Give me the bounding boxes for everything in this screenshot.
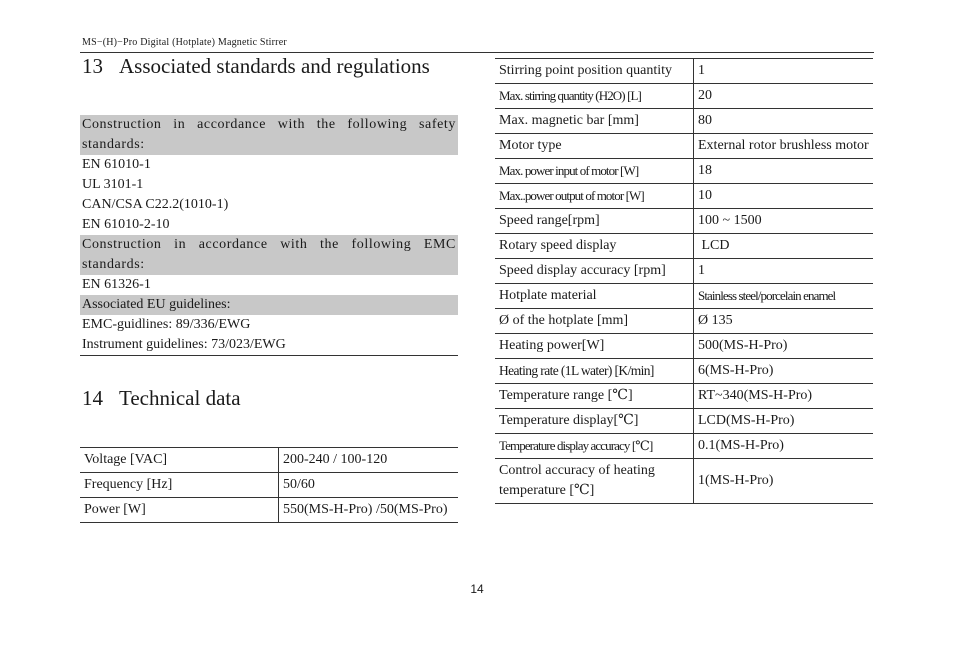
spec-label: Temperature range [℃] xyxy=(495,384,694,409)
spec-label: Speed range[rpm] xyxy=(495,209,694,234)
spec-value: 6(MS-H-Pro) xyxy=(694,359,874,384)
spec-value: 10 xyxy=(694,184,874,209)
table-row xyxy=(495,184,873,209)
table-row xyxy=(495,134,873,159)
standards-bottom-rule xyxy=(80,355,458,356)
table-row xyxy=(80,473,458,498)
spec-value: Ø 135 xyxy=(694,309,874,334)
spec-label: Voltage [VAC] xyxy=(80,448,279,473)
standards-list xyxy=(80,115,458,356)
table-row xyxy=(80,498,458,523)
spec-label: Hotplate material xyxy=(495,284,694,309)
section-14-heading xyxy=(82,386,241,411)
standard-item: EN 61326-1 xyxy=(82,277,151,292)
table-row xyxy=(495,259,873,284)
table-row xyxy=(495,159,873,184)
section-13-title: Associated standards and regulations xyxy=(119,54,430,78)
emc-standards-heading: Construction in accordance with the following EMC standards: xyxy=(80,235,458,275)
standard-item: EN 61010-1 xyxy=(82,157,151,172)
table-row xyxy=(495,234,873,259)
spec-value: 0.1(MS-H-Pro) xyxy=(694,434,874,459)
standard-item: CAN/CSA C22.2(1010-1) xyxy=(82,197,229,212)
section-13-heading xyxy=(82,54,430,79)
table-row xyxy=(495,334,873,359)
technical-data-table-right xyxy=(495,58,873,504)
spec-value: 50/60 xyxy=(279,473,459,498)
spec-label: Speed display accuracy [rpm] xyxy=(495,259,694,284)
spec-label: Heating rate (1L water) [K/min] xyxy=(495,359,694,384)
standard-item: EN 61010-2-10 xyxy=(82,217,170,232)
spec-value: 80 xyxy=(694,109,874,134)
table-row xyxy=(495,359,873,384)
page-number: 14 xyxy=(470,582,484,596)
spec-label: Max..power output of motor [W] xyxy=(495,184,694,209)
spec-value: 1 xyxy=(694,59,874,84)
spec-value: 200-240 / 100-120 xyxy=(279,448,459,473)
guideline-item: EMC-guidlines: 89/336/EWG xyxy=(82,317,251,332)
spec-label: Power [W] xyxy=(80,498,279,523)
spec-label: Control accuracy of heating temperature [℃] xyxy=(495,459,694,504)
running-header: MS−(H)−Pro Digital (Hotplate) Magnetic Stirrer xyxy=(82,37,287,48)
spec-value: 1(MS-H-Pro) xyxy=(694,459,874,504)
spec-value: LCD xyxy=(694,234,874,259)
table-row xyxy=(495,459,873,504)
section-14-title: Technical data xyxy=(119,386,241,410)
spec-value: Stainless steel/porcelain enamel xyxy=(694,284,874,309)
table-row xyxy=(80,448,458,473)
spec-label: Max. magnetic bar [mm] xyxy=(495,109,694,134)
spec-label: Heating power[W] xyxy=(495,334,694,359)
eu-guidelines-heading: Associated EU guidelines: xyxy=(80,295,458,315)
spec-value: 100 ~ 1500 xyxy=(694,209,874,234)
table-row xyxy=(495,384,873,409)
spec-label: Stirring point position quantity xyxy=(495,59,694,84)
spec-value: 550(MS-H-Pro) /50(MS-Pro) xyxy=(279,498,459,523)
spec-label: Ø of the hotplate [mm] xyxy=(495,309,694,334)
technical-data-table-left xyxy=(80,447,458,523)
table-row xyxy=(495,109,873,134)
safety-standards-heading: Construction in accordance with the following safety standards: xyxy=(80,115,458,155)
spec-label: Motor type xyxy=(495,134,694,159)
table-row xyxy=(495,309,873,334)
section-14-number: 14 xyxy=(82,386,103,410)
spec-value: 18 xyxy=(694,159,874,184)
spec-label: Frequency [Hz] xyxy=(80,473,279,498)
spec-value: External rotor brushless motor xyxy=(694,134,874,159)
spec-label: Max. power input of motor [W] xyxy=(495,159,694,184)
spec-value: 20 xyxy=(694,84,874,109)
spec-value: RT~340(MS-H-Pro) xyxy=(694,384,874,409)
table-row xyxy=(495,84,873,109)
spec-label: Rotary speed display xyxy=(495,234,694,259)
spec-value: 1 xyxy=(694,259,874,284)
guideline-item: Instrument guidelines: 73/023/EWG xyxy=(82,337,286,352)
section-13-number: 13 xyxy=(82,54,103,78)
header-rule xyxy=(80,52,874,53)
standard-item: UL 3101-1 xyxy=(82,177,144,192)
table-row xyxy=(495,284,873,309)
table-row xyxy=(495,409,873,434)
spec-value: 500(MS-H-Pro) xyxy=(694,334,874,359)
table-row xyxy=(495,434,873,459)
spec-label: Max. stirring quantity (H2O) [L] xyxy=(495,84,694,109)
table-row xyxy=(495,209,873,234)
spec-label: Temperature display[℃] xyxy=(495,409,694,434)
table-row xyxy=(495,59,873,84)
spec-value: LCD(MS-H-Pro) xyxy=(694,409,874,434)
spec-label: Temperature display accuracy [℃] xyxy=(495,434,694,459)
